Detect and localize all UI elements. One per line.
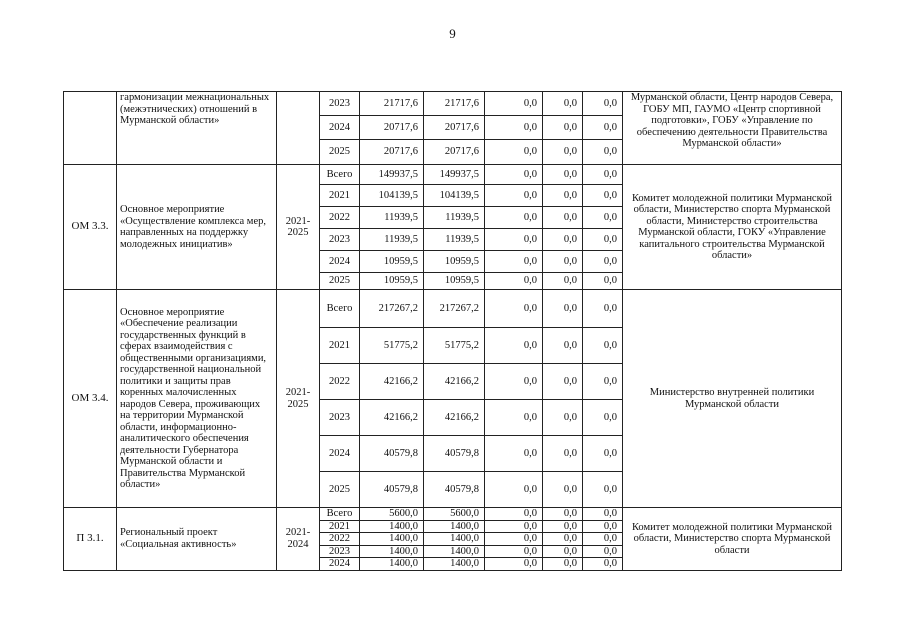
federal-budget-amount: 0,0 [485,472,543,508]
year-cell: 2025 [320,472,360,508]
extrabudgetary-amount: 0,0 [583,185,623,207]
regional-budget-amount: 11939,5 [424,229,485,251]
extrabudgetary-amount: 0,0 [583,472,623,508]
federal-budget-amount: 0,0 [485,229,543,251]
federal-budget-amount: 0,0 [485,508,543,521]
year-cell: 2025 [320,273,360,290]
measure-code: ОМ 3.4. [64,290,117,508]
total-amount: 217267,2 [360,290,424,328]
local-budget-amount: 0,0 [543,364,583,400]
regional-budget-amount: 1400,0 [424,545,485,558]
year-cell: 2024 [320,116,360,140]
local-budget-amount: 0,0 [543,207,583,229]
total-amount: 10959,5 [360,251,424,273]
local-budget-amount: 0,0 [543,520,583,533]
total-amount: 40579,8 [360,436,424,472]
local-budget-amount: 0,0 [543,165,583,185]
federal-budget-amount: 0,0 [485,185,543,207]
extrabudgetary-amount: 0,0 [583,400,623,436]
federal-budget-amount: 0,0 [485,545,543,558]
measure-name: Основное мероприятие «Обеспечение реализации государственных функций в сферах взаимодействия с общественными организациями, государственной национальной политики и защиты прав коренных малочисленных народов Севера, проживающих на территории Мурманской области, информационно-аналитического обеспечения деятельности Губернатора Мурманской области и Правительства Мурманской области» [117,290,277,508]
local-budget-amount: 0,0 [543,328,583,364]
total-amount: 1400,0 [360,520,424,533]
local-budget-amount: 0,0 [543,273,583,290]
total-amount: 1400,0 [360,545,424,558]
federal-budget-amount: 0,0 [485,436,543,472]
local-budget-amount: 0,0 [543,533,583,546]
implementation-period: 2021-2024 [277,508,320,571]
extrabudgetary-amount: 0,0 [583,558,623,571]
year-cell: 2024 [320,436,360,472]
extrabudgetary-amount: 0,0 [583,207,623,229]
year-cell: 2023 [320,92,360,116]
extrabudgetary-amount: 0,0 [583,545,623,558]
year-cell: Всего [320,508,360,521]
local-budget-amount: 0,0 [543,558,583,571]
federal-budget-amount: 0,0 [485,558,543,571]
year-cell: 2024 [320,558,360,571]
measure-code: П 3.1. [64,508,117,571]
regional-budget-amount: 11939,5 [424,207,485,229]
extrabudgetary-amount: 0,0 [583,364,623,400]
extrabudgetary-amount: 0,0 [583,140,623,165]
extrabudgetary-amount: 0,0 [583,508,623,521]
local-budget-amount: 0,0 [543,436,583,472]
regional-budget-amount: 20717,6 [424,140,485,165]
extrabudgetary-amount: 0,0 [583,520,623,533]
year-cell: 2021 [320,520,360,533]
regional-budget-amount: 51775,2 [424,328,485,364]
total-amount: 20717,6 [360,140,424,165]
table-row [64,92,842,116]
local-budget-amount: 0,0 [543,185,583,207]
page-number: 9 [449,26,456,41]
federal-budget-amount: 0,0 [485,165,543,185]
extrabudgetary-amount: 0,0 [583,328,623,364]
federal-budget-amount: 0,0 [485,251,543,273]
year-cell: Всего [320,290,360,328]
year-cell: 2023 [320,229,360,251]
measure-name: гармонизации межнациональных (межэтнических) отношений в Мурманской области» [117,92,277,165]
year-cell: 2022 [320,533,360,546]
local-budget-amount: 0,0 [543,472,583,508]
federal-budget-amount: 0,0 [485,140,543,165]
regional-budget-amount: 1400,0 [424,558,485,571]
extrabudgetary-amount: 0,0 [583,290,623,328]
regional-budget-amount: 217267,2 [424,290,485,328]
regional-budget-amount: 42166,2 [424,400,485,436]
measure-code [64,92,117,165]
total-amount: 149937,5 [360,165,424,185]
total-amount: 5600,0 [360,508,424,521]
regional-budget-amount: 21717,6 [424,92,485,116]
federal-budget-amount: 0,0 [485,364,543,400]
year-cell: Всего [320,165,360,185]
regional-budget-amount: 5600,0 [424,508,485,521]
local-budget-amount: 0,0 [543,508,583,521]
year-cell: 2022 [320,207,360,229]
total-amount: 104139,5 [360,185,424,207]
federal-budget-amount: 0,0 [485,328,543,364]
year-cell: 2021 [320,185,360,207]
federal-budget-amount: 0,0 [485,207,543,229]
federal-budget-amount: 0,0 [485,116,543,140]
extrabudgetary-amount: 0,0 [583,229,623,251]
regional-budget-amount: 104139,5 [424,185,485,207]
extrabudgetary-amount: 0,0 [583,165,623,185]
year-cell: 2023 [320,545,360,558]
implementation-period: 2021-2025 [277,165,320,290]
total-amount: 10959,5 [360,273,424,290]
total-amount: 51775,2 [360,328,424,364]
regional-budget-amount: 149937,5 [424,165,485,185]
federal-budget-amount: 0,0 [485,400,543,436]
total-amount: 11939,5 [360,207,424,229]
extrabudgetary-amount: 0,0 [583,92,623,116]
executors: Комитет молодежной политики Мурманской области, Министерство спорта Мурманской области [623,508,842,571]
regional-budget-amount: 10959,5 [424,251,485,273]
extrabudgetary-amount: 0,0 [583,533,623,546]
implementation-period [277,92,320,165]
table-row [64,290,842,328]
local-budget-amount: 0,0 [543,400,583,436]
total-amount: 11939,5 [360,229,424,251]
year-cell: 2023 [320,400,360,436]
regional-budget-amount: 42166,2 [424,364,485,400]
table-row [64,165,842,185]
executors: Министерство внутренней политики Мурманской области [623,290,842,508]
local-budget-amount: 0,0 [543,545,583,558]
table-row [64,508,842,521]
local-budget-amount: 0,0 [543,116,583,140]
implementation-period: 2021-2025 [277,290,320,508]
extrabudgetary-amount: 0,0 [583,116,623,140]
total-amount: 40579,8 [360,472,424,508]
total-amount: 1400,0 [360,533,424,546]
local-budget-amount: 0,0 [543,251,583,273]
federal-budget-amount: 0,0 [485,92,543,116]
regional-budget-amount: 1400,0 [424,520,485,533]
total-amount: 42166,2 [360,400,424,436]
extrabudgetary-amount: 0,0 [583,251,623,273]
regional-budget-amount: 40579,8 [424,436,485,472]
total-amount: 21717,6 [360,92,424,116]
measure-name: Основное мероприятие «Осуществление комплекса мер, направленных на поддержку молодежных инициатив» [117,165,277,290]
year-cell: 2025 [320,140,360,165]
regional-budget-amount: 1400,0 [424,533,485,546]
local-budget-amount: 0,0 [543,92,583,116]
federal-budget-amount: 0,0 [485,533,543,546]
executors: Комитет молодежной политики Мурманской области, Министерство спорта Мурманской области, Министерство строительства Мурманской области, ГОКУ «Управление капитального строительства Мурманской области» [623,165,842,290]
year-cell: 2022 [320,364,360,400]
extrabudgetary-amount: 0,0 [583,436,623,472]
extrabudgetary-amount: 0,0 [583,273,623,290]
regional-budget-amount: 40579,8 [424,472,485,508]
measure-code: ОМ 3.3. [64,165,117,290]
year-cell: 2021 [320,328,360,364]
measure-name: Региональный проект «Социальная активность» [117,508,277,571]
federal-budget-amount: 0,0 [485,273,543,290]
federal-budget-amount: 0,0 [485,520,543,533]
executors: Мурманской области, Центр народов Севера, ГОБУ МП, ГАУМО «Центр спортивной подготовки», ГОБУ «Управление по обеспечению деятельности Правительства Мурманской области» [623,92,842,165]
local-budget-amount: 0,0 [543,140,583,165]
total-amount: 42166,2 [360,364,424,400]
program-table [63,91,842,571]
regional-budget-amount: 10959,5 [424,273,485,290]
regional-budget-amount: 20717,6 [424,116,485,140]
total-amount: 20717,6 [360,116,424,140]
year-cell: 2024 [320,251,360,273]
local-budget-amount: 0,0 [543,229,583,251]
local-budget-amount: 0,0 [543,290,583,328]
total-amount: 1400,0 [360,558,424,571]
federal-budget-amount: 0,0 [485,290,543,328]
